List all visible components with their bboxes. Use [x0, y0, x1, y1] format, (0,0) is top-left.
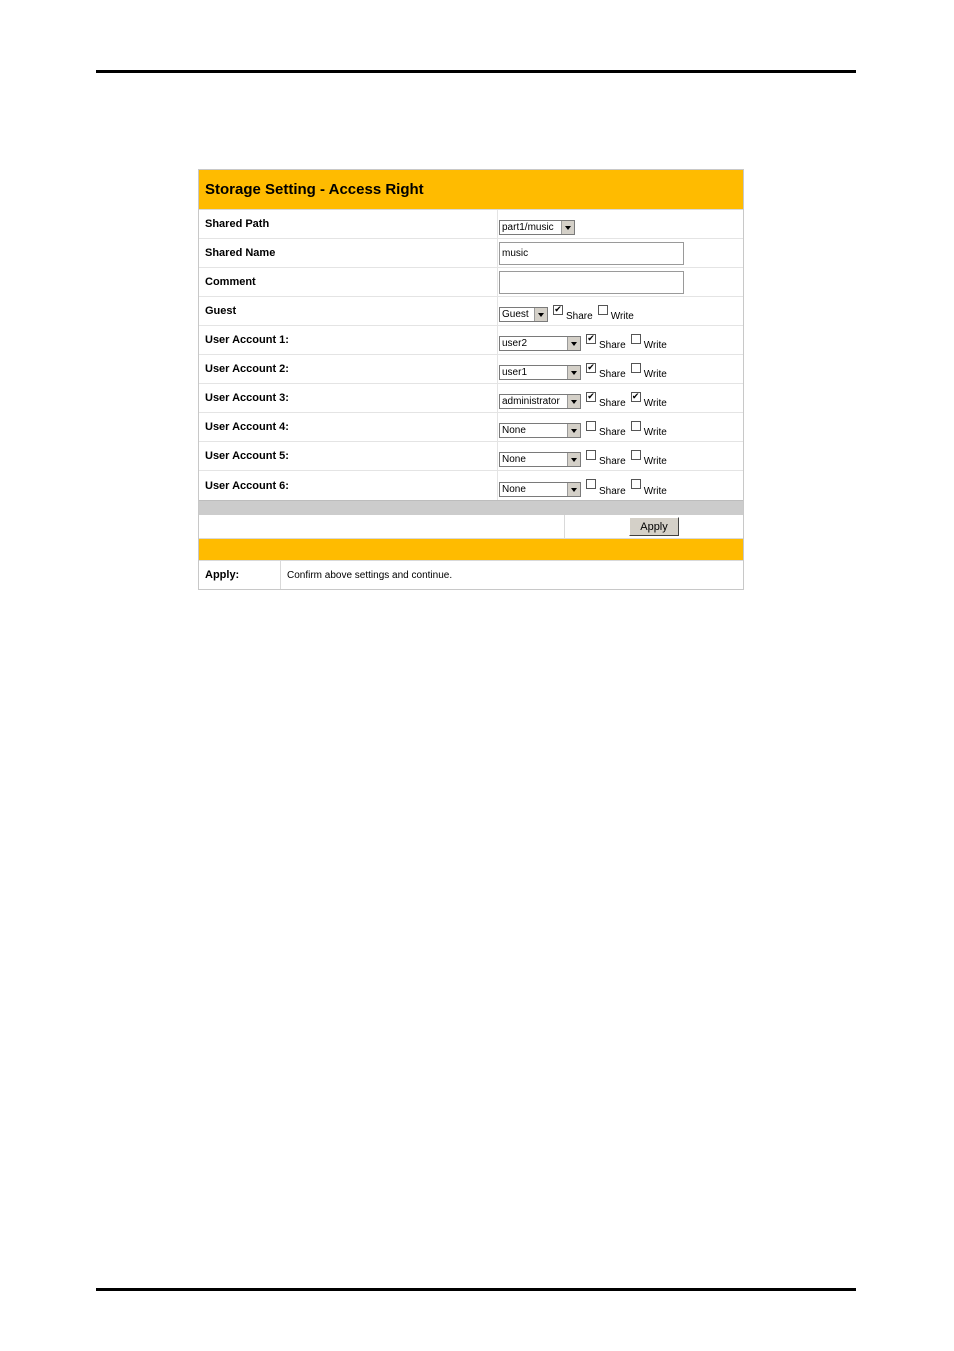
guest-select[interactable]: [499, 307, 548, 322]
share-label: Share: [599, 486, 626, 497]
chevron-down-icon[interactable]: [561, 221, 574, 234]
comment-input[interactable]: [499, 271, 684, 294]
help-term: Apply:: [199, 561, 281, 589]
user-account-label: User Account 6:: [199, 471, 498, 500]
share-label: Share: [599, 369, 626, 380]
user-account-select[interactable]: [499, 336, 581, 351]
write-label: Write: [643, 486, 667, 497]
bottom-rule: [96, 1288, 856, 1291]
user-account-select[interactable]: [499, 482, 581, 497]
panel-title-bar: [199, 170, 743, 210]
shared-path-select[interactable]: [499, 220, 575, 235]
chevron-down-icon[interactable]: [567, 337, 580, 350]
user-account-label: User Account 3:: [199, 384, 498, 412]
panel-title: Storage Setting - Access Right: [205, 181, 424, 198]
shared-name-row: [199, 239, 743, 268]
guest-write-checkbox[interactable]: [598, 305, 608, 315]
guest-share-label: Share: [566, 311, 593, 322]
user-account-label: User Account 2:: [199, 355, 498, 383]
user-account-row: [199, 471, 743, 500]
user-account-value: user2: [502, 338, 528, 349]
access-right-panel: [198, 169, 744, 590]
user-account-value: administrator: [502, 396, 560, 407]
user-account-row: [199, 413, 743, 442]
user-account-value: None: [502, 425, 526, 436]
guest-label: Guest: [199, 297, 498, 325]
share-label: Share: [599, 398, 626, 409]
write-label: Write: [643, 398, 667, 409]
comment-label: Comment: [199, 268, 498, 296]
shared-path-row: [199, 210, 743, 239]
share-label: Share: [599, 340, 626, 351]
chevron-down-icon[interactable]: [567, 424, 580, 437]
user-account-row: [199, 442, 743, 471]
apply-row: [199, 515, 743, 539]
user-account-value: None: [502, 454, 526, 465]
share-checkbox[interactable]: [586, 421, 596, 431]
write-checkbox[interactable]: [631, 450, 641, 460]
user-account-label: User Account 5:: [199, 442, 498, 470]
user-account-select[interactable]: [499, 365, 581, 380]
user-account-value: user1: [502, 367, 528, 378]
share-checkbox[interactable]: ✔: [587, 363, 595, 373]
chevron-down-icon[interactable]: [534, 308, 547, 321]
guest-write-label: Write: [610, 311, 634, 322]
share-checkbox[interactable]: [586, 479, 596, 489]
chevron-down-icon[interactable]: [567, 453, 580, 466]
shared-path-value: part1/music: [502, 222, 554, 233]
write-checkbox[interactable]: [631, 479, 641, 489]
user-account-value: None: [502, 484, 526, 495]
share-checkbox[interactable]: ✔: [587, 392, 595, 402]
user-account-row: [199, 355, 743, 384]
write-checkbox[interactable]: [631, 363, 641, 373]
user-account-row: [199, 326, 743, 355]
guest-select-value: Guest: [502, 309, 529, 320]
chevron-down-icon[interactable]: [567, 366, 580, 379]
user-account-label: User Account 1:: [199, 326, 498, 354]
write-checkbox[interactable]: ✔: [631, 392, 640, 402]
guest-row: [199, 297, 743, 326]
shared-name-input[interactable]: music: [499, 242, 684, 265]
comment-row: [199, 268, 743, 297]
user-account-row: [199, 384, 743, 413]
user-account-select[interactable]: [499, 394, 581, 409]
write-label: Write: [643, 456, 667, 467]
user-account-select[interactable]: [499, 423, 581, 438]
help-header-bar: [199, 539, 743, 560]
guest-share-checkbox[interactable]: ✔: [554, 305, 562, 315]
write-label: Write: [643, 340, 667, 351]
chevron-down-icon[interactable]: [567, 483, 580, 496]
share-label: Share: [599, 427, 626, 438]
write-label: Write: [643, 369, 667, 380]
shared-path-label: Shared Path: [199, 210, 498, 238]
share-checkbox[interactable]: [586, 450, 596, 460]
chevron-down-icon[interactable]: [567, 395, 580, 408]
shared-name-label: Shared Name: [199, 239, 498, 267]
top-rule: [96, 70, 856, 73]
share-checkbox[interactable]: ✔: [587, 334, 595, 344]
write-checkbox[interactable]: [631, 421, 641, 431]
section-divider: [199, 500, 743, 515]
share-label: Share: [599, 456, 626, 467]
user-account-label: User Account 4:: [199, 413, 498, 441]
write-label: Write: [643, 427, 667, 438]
help-row: [199, 560, 743, 589]
apply-button[interactable]: Apply: [629, 517, 679, 536]
write-checkbox[interactable]: [631, 334, 641, 344]
help-description: Confirm above settings and continue.: [287, 569, 453, 581]
user-account-select[interactable]: [499, 452, 581, 467]
